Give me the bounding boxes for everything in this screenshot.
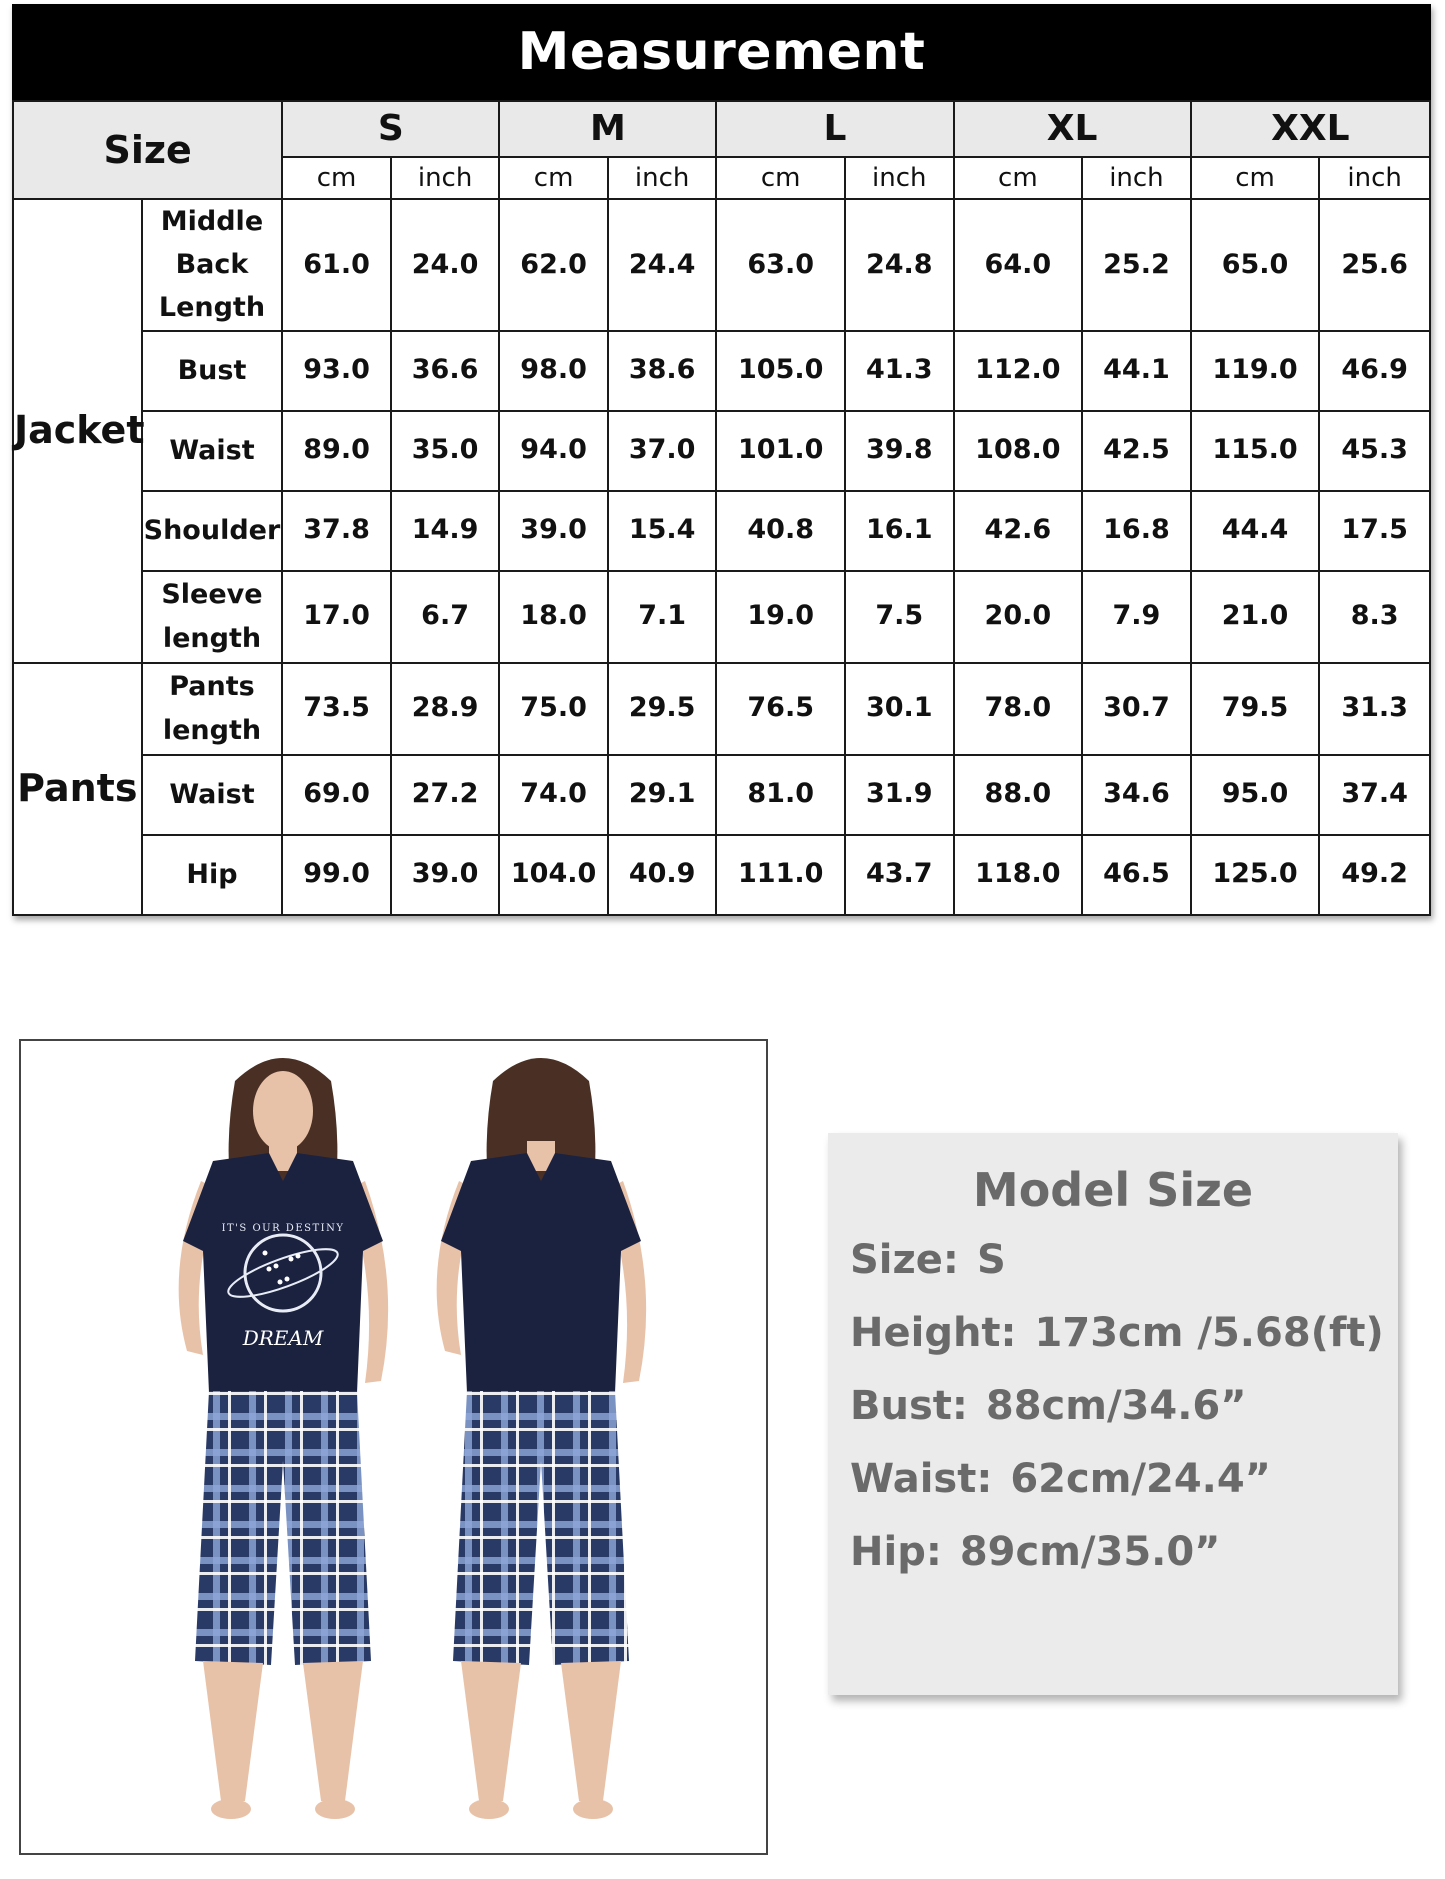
value-cell: 37.8 bbox=[282, 491, 391, 571]
shirt bbox=[183, 1153, 383, 1393]
model-size-title: Model Size bbox=[972, 1163, 1254, 1217]
shirt-graphic-star bbox=[274, 1264, 279, 1269]
value-cell: 30.7 bbox=[1082, 663, 1191, 755]
value-cell: 41.3 bbox=[845, 331, 954, 411]
value-cell: 118.0 bbox=[954, 835, 1083, 915]
size-column-header: M bbox=[499, 101, 716, 157]
size-column-header: L bbox=[716, 101, 953, 157]
model-figure-front bbox=[179, 1058, 388, 1819]
value-cell: 75.0 bbox=[499, 663, 608, 755]
face bbox=[253, 1071, 313, 1151]
value-cell: 39.0 bbox=[499, 491, 608, 571]
value-cell: 105.0 bbox=[716, 331, 845, 411]
value-cell: 88.0 bbox=[954, 755, 1083, 835]
measurement-label: Bust bbox=[142, 331, 283, 411]
value-cell: 28.9 bbox=[391, 663, 500, 755]
shirt-graphic-star bbox=[285, 1277, 290, 1282]
value-cell: 63.0 bbox=[716, 199, 845, 331]
measurement-label: Hip bbox=[142, 835, 283, 915]
unit-header: cm bbox=[1191, 157, 1320, 199]
value-cell: 38.6 bbox=[608, 331, 717, 411]
value-cell: 40.9 bbox=[608, 835, 717, 915]
value-cell: 65.0 bbox=[1191, 199, 1320, 331]
value-cell: 29.1 bbox=[608, 755, 717, 835]
value-cell: 98.0 bbox=[499, 331, 608, 411]
value-cell: 39.0 bbox=[391, 835, 500, 915]
value-cell: 17.0 bbox=[282, 571, 391, 663]
value-cell: 93.0 bbox=[282, 331, 391, 411]
leg-right bbox=[561, 1661, 621, 1801]
model-size-line bbox=[850, 1529, 1220, 1575]
value-cell: 79.5 bbox=[1191, 663, 1320, 755]
value-cell: 14.9 bbox=[391, 491, 500, 571]
value-cell: 44.1 bbox=[1082, 331, 1191, 411]
value-cell: 8.3 bbox=[1319, 571, 1430, 663]
value-cell: 31.3 bbox=[1319, 663, 1430, 755]
measurement-label: Sleeve length bbox=[142, 571, 283, 663]
table-row bbox=[13, 411, 1430, 491]
value-cell: 29.5 bbox=[608, 663, 717, 755]
value-cell: 16.1 bbox=[845, 491, 954, 571]
model-size-line bbox=[850, 1310, 1384, 1356]
value-cell: 42.5 bbox=[1082, 411, 1191, 491]
value-cell: 62.0 bbox=[499, 199, 608, 331]
model-size-value: 88cm/34.6” bbox=[985, 1383, 1247, 1429]
value-cell: 17.5 bbox=[1319, 491, 1430, 571]
value-cell: 119.0 bbox=[1191, 331, 1320, 411]
model-size-line bbox=[850, 1456, 1271, 1502]
model-size-label: Bust: bbox=[850, 1383, 968, 1429]
model-size-value: S bbox=[976, 1237, 1006, 1283]
value-cell: 24.4 bbox=[608, 199, 717, 331]
foot-left bbox=[469, 1799, 509, 1819]
value-cell: 6.7 bbox=[391, 571, 500, 663]
table-row bbox=[13, 663, 1430, 755]
measurement-label: Shoulder bbox=[142, 491, 283, 571]
size-column-header: XXL bbox=[1191, 101, 1430, 157]
unit-header: inch bbox=[1319, 157, 1430, 199]
model-size-value: 173cm /5.68(ft) bbox=[1034, 1310, 1384, 1356]
model-size-line bbox=[850, 1383, 1247, 1429]
value-cell: 30.1 bbox=[845, 663, 954, 755]
value-cell: 37.4 bbox=[1319, 755, 1430, 835]
value-cell: 101.0 bbox=[716, 411, 845, 491]
table-row bbox=[13, 571, 1430, 663]
unit-header: cm bbox=[954, 157, 1083, 199]
model-size-label: Size: bbox=[850, 1237, 959, 1283]
table-row bbox=[13, 755, 1430, 835]
value-cell: 35.0 bbox=[391, 411, 500, 491]
value-cell: 7.5 bbox=[845, 571, 954, 663]
foot-left bbox=[211, 1799, 251, 1819]
value-cell: 108.0 bbox=[954, 411, 1083, 491]
value-cell: 24.0 bbox=[391, 199, 500, 331]
value-cell: 76.5 bbox=[716, 663, 845, 755]
shirt-graphic-star bbox=[263, 1251, 268, 1256]
measurement-label: Waist bbox=[142, 755, 283, 835]
shirt bbox=[441, 1153, 641, 1393]
model-photo bbox=[19, 1039, 768, 1855]
value-cell: 21.0 bbox=[1191, 571, 1320, 663]
chart-title: Measurement bbox=[12, 4, 1431, 100]
value-cell: 61.0 bbox=[282, 199, 391, 331]
model-size-line bbox=[850, 1237, 1006, 1283]
value-cell: 27.2 bbox=[391, 755, 500, 835]
value-cell: 15.4 bbox=[608, 491, 717, 571]
value-cell: 36.6 bbox=[391, 331, 500, 411]
unit-header: inch bbox=[845, 157, 954, 199]
model-photo-illustration bbox=[21, 1041, 766, 1853]
value-cell: 112.0 bbox=[954, 331, 1083, 411]
model-size-value: 89cm/35.0” bbox=[959, 1529, 1221, 1575]
value-cell: 99.0 bbox=[282, 835, 391, 915]
value-cell: 25.6 bbox=[1319, 199, 1430, 331]
value-cell: 111.0 bbox=[716, 835, 845, 915]
model-size-card bbox=[828, 1133, 1398, 1695]
leg-right bbox=[303, 1661, 363, 1801]
capri-pants bbox=[195, 1391, 371, 1665]
model-size-value: 62cm/24.4” bbox=[1010, 1456, 1271, 1502]
unit-header: inch bbox=[391, 157, 500, 199]
leg-left bbox=[203, 1661, 263, 1801]
value-cell: 125.0 bbox=[1191, 835, 1320, 915]
shirt-graphic-star bbox=[278, 1280, 283, 1285]
value-cell: 20.0 bbox=[954, 571, 1083, 663]
table-row bbox=[13, 491, 1430, 571]
model-size-label: Waist: bbox=[850, 1456, 993, 1502]
value-cell: 42.6 bbox=[954, 491, 1083, 571]
value-cell: 24.8 bbox=[845, 199, 954, 331]
foot-right bbox=[573, 1799, 613, 1819]
value-cell: 40.8 bbox=[716, 491, 845, 571]
value-cell: 81.0 bbox=[716, 755, 845, 835]
value-cell: 39.8 bbox=[845, 411, 954, 491]
value-cell: 7.9 bbox=[1082, 571, 1191, 663]
model-size-label: Height: bbox=[850, 1310, 1017, 1356]
shirt-arc-text: IT'S OUR DESTINY bbox=[221, 1223, 345, 1234]
value-cell: 73.5 bbox=[282, 663, 391, 755]
capri-pants bbox=[453, 1391, 629, 1665]
value-cell: 78.0 bbox=[954, 663, 1083, 755]
group-label-pants: Pants bbox=[13, 663, 142, 915]
value-cell: 49.2 bbox=[1319, 835, 1430, 915]
size-column-header: S bbox=[282, 101, 499, 157]
value-cell: 94.0 bbox=[499, 411, 608, 491]
value-cell: 64.0 bbox=[954, 199, 1083, 331]
value-cell: 95.0 bbox=[1191, 755, 1320, 835]
unit-header: cm bbox=[499, 157, 608, 199]
model-figure-back bbox=[437, 1058, 646, 1819]
model-size-label: Hip: bbox=[850, 1529, 942, 1575]
value-cell: 45.3 bbox=[1319, 411, 1430, 491]
value-cell: 31.9 bbox=[845, 755, 954, 835]
value-cell: 25.2 bbox=[1082, 199, 1191, 331]
value-cell: 7.1 bbox=[608, 571, 717, 663]
value-cell: 74.0 bbox=[499, 755, 608, 835]
measurement-label: Waist bbox=[142, 411, 283, 491]
value-cell: 46.9 bbox=[1319, 331, 1430, 411]
leg-left bbox=[461, 1661, 521, 1801]
value-cell: 43.7 bbox=[845, 835, 954, 915]
group-label-jacket: Jacket bbox=[13, 199, 142, 663]
size-chart bbox=[12, 4, 1431, 916]
value-cell: 18.0 bbox=[499, 571, 608, 663]
unit-header: inch bbox=[1082, 157, 1191, 199]
value-cell: 104.0 bbox=[499, 835, 608, 915]
unit-header: inch bbox=[608, 157, 717, 199]
unit-header: cm bbox=[716, 157, 845, 199]
measurement-label: Middle Back Length bbox=[142, 199, 283, 331]
table-row bbox=[13, 835, 1430, 915]
header-row-sizes bbox=[13, 101, 1430, 157]
table-row bbox=[13, 199, 1430, 331]
shirt-graphic-star bbox=[296, 1254, 301, 1259]
value-cell: 19.0 bbox=[716, 571, 845, 663]
value-cell: 37.0 bbox=[608, 411, 717, 491]
unit-header: cm bbox=[282, 157, 391, 199]
value-cell: 44.4 bbox=[1191, 491, 1320, 571]
value-cell: 16.8 bbox=[1082, 491, 1191, 571]
value-cell: 69.0 bbox=[282, 755, 391, 835]
value-cell: 89.0 bbox=[282, 411, 391, 491]
foot-right bbox=[315, 1799, 355, 1819]
measurement-label: Pants length bbox=[142, 663, 283, 755]
size-header: Size bbox=[13, 101, 282, 199]
shirt-print-text: DREAM bbox=[242, 1326, 324, 1350]
shirt-graphic-star bbox=[289, 1257, 294, 1262]
value-cell: 115.0 bbox=[1191, 411, 1320, 491]
shirt-graphic-star bbox=[267, 1267, 272, 1272]
measurement-table bbox=[12, 100, 1431, 916]
size-column-header: XL bbox=[954, 101, 1191, 157]
table-row bbox=[13, 331, 1430, 411]
value-cell: 34.6 bbox=[1082, 755, 1191, 835]
value-cell: 46.5 bbox=[1082, 835, 1191, 915]
